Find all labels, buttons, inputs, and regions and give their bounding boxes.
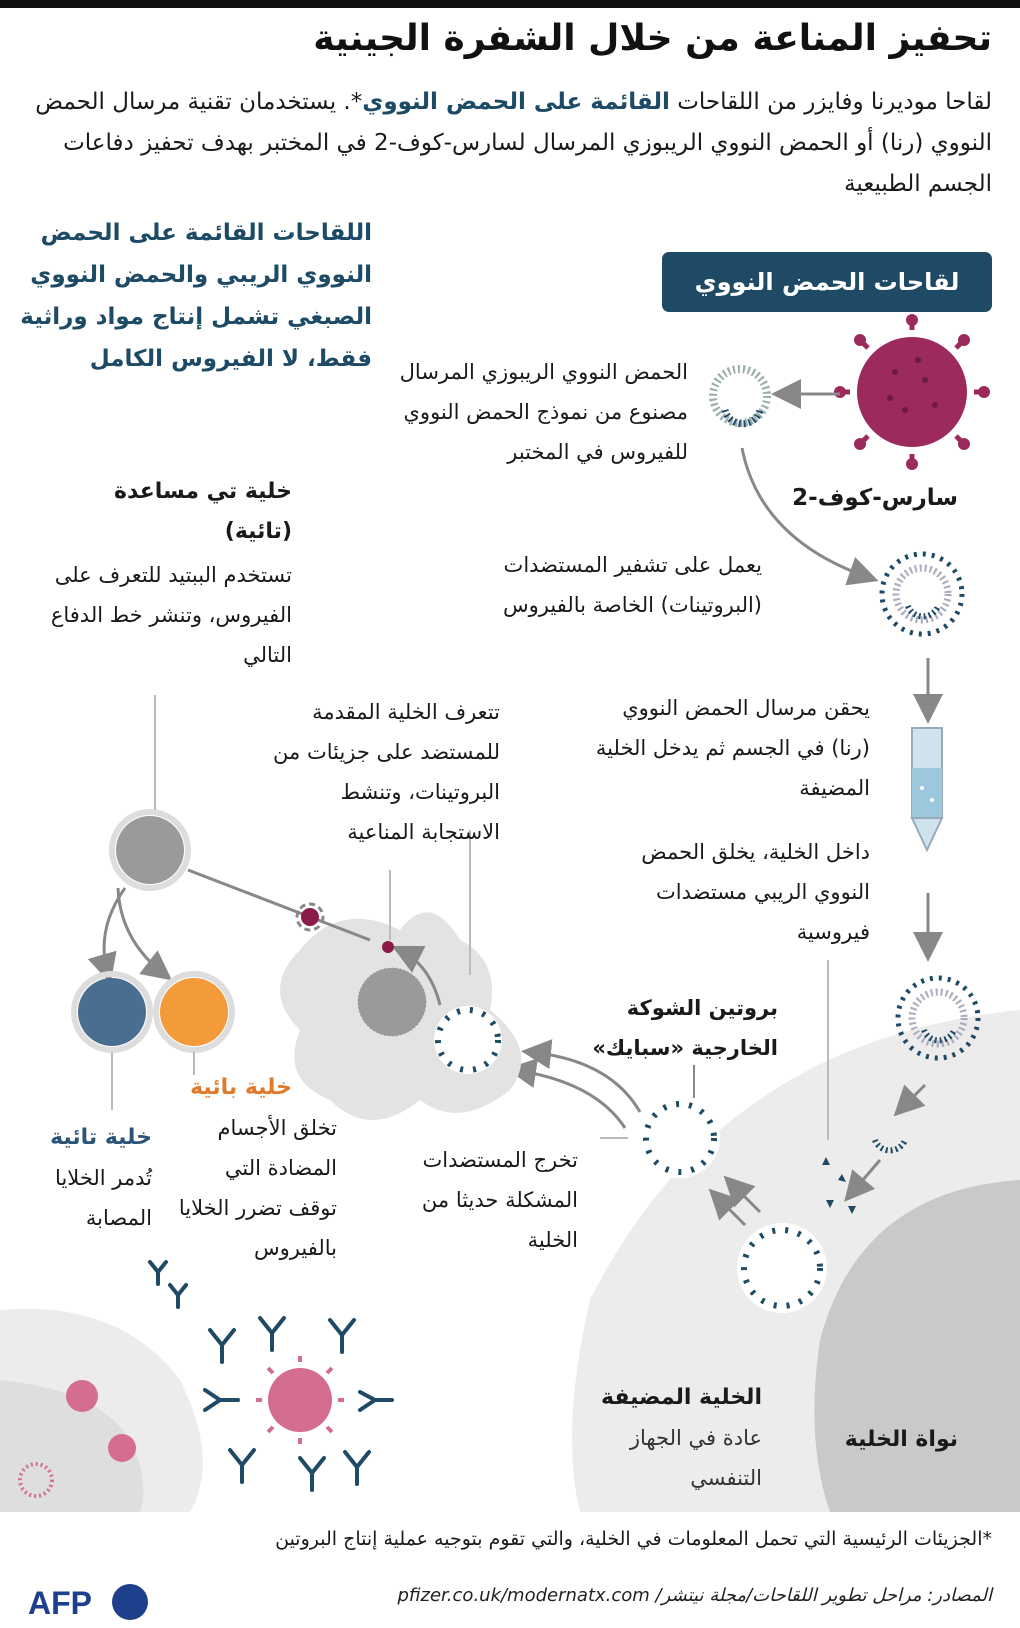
t-cell-title: خلية تائية bbox=[50, 1125, 152, 1150]
intro-after: *. يستخدمان تقنية مرسال الحمض النووي (رنا) أو الحمض النووي الريبوزي المرسال لسارس-كوف-2 في المختبر بهدف تحفيز دفاعات الجسم الطبيعية bbox=[35, 89, 992, 197]
inside-cell-label: داخل الخلية، يخلق الحمض النووي الريبي مستضدات فيروسية bbox=[641, 840, 870, 944]
helper-t-cell-desc: تستخدم الببتيد للتعرف على الفيروس، وتنشر خط الدفاع التالي bbox=[50, 563, 292, 667]
virus-icon bbox=[834, 314, 990, 470]
peptide-icon bbox=[382, 941, 394, 953]
b-cell-desc: تخلق الأجسام المضادة التي توقف تضرر الخلايا بالفيروس bbox=[178, 1116, 337, 1260]
afp-logo bbox=[28, 1580, 148, 1624]
side-note: اللقاحات القائمة على الحمض النووي الريبي والحمض النووي الصبغي تشمل إنتاج مواد وراثية فقط، لا الفيروس الكامل bbox=[20, 220, 372, 372]
virus-label: سارس-كوف-2 bbox=[792, 485, 958, 511]
svg-text:AFP: AFP bbox=[28, 1585, 92, 1621]
b-cell-title: خلية بائية bbox=[190, 1075, 292, 1100]
exiting-vesicle-icon bbox=[640, 1098, 720, 1178]
intro-before: لقاحا موديرنا وفايزر من اللقاحات bbox=[669, 89, 992, 115]
killer-t-cell-icon bbox=[78, 978, 146, 1046]
lipid-nanoparticle-icon bbox=[882, 554, 962, 634]
mrna-particle-icon bbox=[713, 369, 767, 424]
receptor-peptide-icon bbox=[301, 908, 319, 926]
host-cell-title: الخلية المضيفة bbox=[600, 1385, 762, 1410]
antigen-vesicle-icon bbox=[737, 1223, 827, 1313]
t-cell-desc: تُدمر الخلايا المصابة bbox=[55, 1166, 152, 1230]
source-line: المصادر: مراحل تطوير اللقاحات/مجلة نيتشر/ pfizer.co.uk/modernatx.com bbox=[397, 1585, 992, 1606]
section-pill: لقاحات الحمض النووي bbox=[662, 252, 992, 312]
helper-t-cell-icon bbox=[116, 816, 184, 884]
apc-nucleus-icon bbox=[358, 968, 426, 1036]
syringe-icon bbox=[912, 728, 942, 850]
mrna-made-label: الحمض النووي الريبوزي المرسال مصنوع من نموذج الحمض النووي للفيروس في المختبر bbox=[399, 360, 688, 464]
inject-label: يحقن مرسال الحمض النووي (رنا) في الجسم ثم يدخل الخلية المضيفة bbox=[595, 696, 870, 800]
nucleus-label: نواة الخلية bbox=[844, 1427, 958, 1452]
apc-label: تتعرف الخلية المقدمة للمستضد على جزيئات من البروتينات، وتنشط الاستجابة المناعية bbox=[273, 700, 500, 844]
helper-t-cell-title: خلية تي مساعدة (تائية) bbox=[114, 479, 292, 544]
page-title: تحفيز المناعة من خلال الشفرة الجينية bbox=[313, 18, 992, 59]
antigens-exit-label: تخرج المستضدات المشكلة حديثا من الخلية bbox=[421, 1148, 578, 1252]
intro-paragraph bbox=[32, 82, 992, 205]
neutralized-virus-icon bbox=[256, 1356, 344, 1444]
encodes-label: يعمل على تشفير المستضدات (البروتينات) الخاصة بالفيروس bbox=[503, 553, 762, 617]
b-cell-icon bbox=[160, 978, 228, 1046]
host-cell-desc: عادة في الجهاز التنفسي bbox=[629, 1426, 762, 1490]
intro-highlight: القائمة على الحمض النووي bbox=[362, 89, 670, 115]
spike-protein-label: بروتين الشوكة الخارجية «سبايك» bbox=[592, 996, 778, 1060]
footnote: *الجزيئات الرئيسية التي تحمل المعلومات في الخلية، والتي تقوم بتوجيه عملية إنتاج البروتين bbox=[275, 1528, 992, 1550]
